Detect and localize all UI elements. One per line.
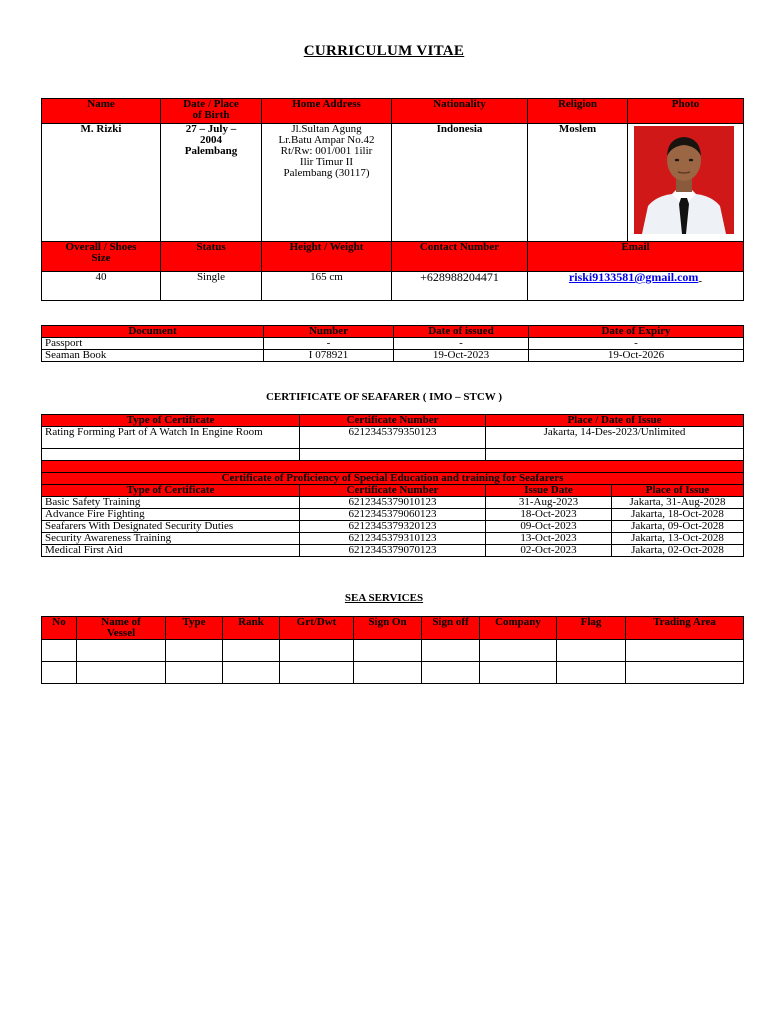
sea-cell [280,640,354,662]
prof-cell: Jakarta, 18-Oct-2028 [612,509,744,521]
prof-cell: Basic Safety Training [42,497,300,509]
prof-cell: 13-Oct-2023 [486,533,612,545]
dob-line: Palembang [184,145,238,157]
sea-cell [480,662,557,684]
sea-cell [354,662,422,684]
header-religion: Religion [528,99,628,124]
profile-photo [634,126,734,234]
dob-line: 27 – July – [185,123,237,135]
person-photo-icon [634,126,734,234]
dob-value [161,124,262,242]
sea-cell [223,640,280,662]
name-value: M. Rizki [42,124,161,242]
prof-cell: 09-Oct-2023 [486,521,612,533]
prof-cell: Jakarta, 02-Oct-2028 [612,545,744,557]
prof-cell: Jakarta, 09-Oct-2028 [612,521,744,533]
header-email: Email [528,242,744,272]
header-contact: Contact Number [392,242,528,272]
address-line: Palembang (30117) [283,167,370,179]
header-size: Overall / Shoes Size [42,242,161,272]
prof-header: Type of Certificate [42,485,300,497]
sea-cell [354,640,422,662]
cert-header: Type of Certificate [42,415,300,427]
cert-cell: Jakarta, 14-Des-2023/Unlimited [486,427,744,449]
header-name: Name [42,99,161,124]
cert-cell: Rating Forming Part of A Watch In Engine Room [42,427,300,449]
cert-header: Place / Date of Issue [486,415,744,427]
prof-cell: 6212345379060123 [300,509,486,521]
prof-cell: Jakarta, 13-Oct-2028 [612,533,744,545]
header-height: Height / Weight [262,242,392,272]
size-value: 40 [42,272,161,301]
doc-cell: 19-Oct-2023 [394,350,529,362]
religion-value: Moslem [528,124,628,242]
prof-header: Certificate Number [300,485,486,497]
doc-cell: - [264,338,394,350]
address-line: Rt/Rw: 001/001 1ilir [280,145,373,157]
header-dob: Date / Place of Birth [161,99,262,124]
sea-cell [77,662,166,684]
sea-cell [422,662,480,684]
nationality-value: Indonesia [392,124,528,242]
sea-cell [42,640,77,662]
sea-cell [42,662,77,684]
doc-header: Date of issued [394,326,529,338]
sea-cell [422,640,480,662]
cert-section-title: CERTIFICATE OF SEAFARER ( IMO – STCW ) [265,391,503,403]
sea-cell [557,640,626,662]
cert-cell: 6212345379350123 [300,427,486,449]
prof-cell: 02-Oct-2023 [486,545,612,557]
doc-cell: - [529,338,744,350]
address-line: Lr.Batu Ampar No.42 [278,134,375,146]
sea-header: Flag [557,617,626,640]
doc-header: Document [42,326,264,338]
sea-header: Trading Area [626,617,744,640]
documents-table [41,325,744,362]
sea-cell [280,662,354,684]
sea-services-table [41,616,744,684]
sea-header: Grt/Dwt [280,617,354,640]
prof-header: Place of Issue [612,485,744,497]
header-nationality: Nationality [392,99,528,124]
height-value: 165 cm [262,272,392,301]
address-line: Ilir Timur II [299,156,354,168]
sea-cell [626,662,744,684]
sea-header: Sign On [354,617,422,640]
contact-value: +628988204471 [392,272,528,301]
sea-cell [166,662,223,684]
header-status: Status [161,242,262,272]
prof-cell: Medical First Aid [42,545,300,557]
table-row [42,662,744,684]
personal-info-table [41,98,744,301]
status-value: Single [161,272,262,301]
doc-cell: Passport [42,338,264,350]
proficiency-title: Certificate of Proficiency of Special Education and training for Seafarers [42,473,744,485]
prof-cell: 31-Aug-2023 [486,497,612,509]
photo-cell [628,124,744,242]
doc-cell: 19-Oct-2026 [529,350,744,362]
prof-cell: 6212345379070123 [300,545,486,557]
proficiency-spacer [42,461,744,473]
table-row [42,640,744,662]
cert-header: Certificate Number [300,415,486,427]
prof-cell: 6212345379320123 [300,521,486,533]
cert-empty-cell [300,449,486,461]
sea-cell [480,640,557,662]
address-line: Jl.Sultan Agung [291,123,362,135]
sea-header: Type [166,617,223,640]
sea-header: Rank [223,617,280,640]
prof-cell: Advance Fire Fighting [42,509,300,521]
sea-cell [166,640,223,662]
header-photo: Photo [628,99,744,124]
prof-cell: 18-Oct-2023 [486,509,612,521]
prof-cell: 6212345379010123 [300,497,486,509]
sea-section-title: SEA SERVICES [344,592,424,604]
prof-cell: Seafarers With Designated Security Duties [42,521,300,533]
email-cell [528,272,744,301]
sea-header: No [42,617,77,640]
dob-line: 2004 [200,134,222,146]
address-value [262,124,392,242]
sea-cell [626,640,744,662]
prof-header: Issue Date [486,485,612,497]
sea-cell [223,662,280,684]
prof-cell: Jakarta, 31-Aug-2028 [612,497,744,509]
sea-cell [77,640,166,662]
doc-header: Date of Expiry [529,326,744,338]
cert-empty-cell [42,449,300,461]
email-suffix: - [698,275,703,287]
doc-header: Number [264,326,394,338]
prof-cell: Security Awareness Training [42,533,300,545]
sea-header: Company [480,617,557,640]
email-link[interactable]: riski9133581@gmail.com [568,270,699,284]
header-address: Home Address [262,99,392,124]
cert-empty-cell [486,449,744,461]
doc-cell: Seaman Book [42,350,264,362]
doc-cell: I 078921 [264,350,394,362]
page-title: CURRICULUM VITAE [303,43,465,59]
prof-cell: 6212345379310123 [300,533,486,545]
sea-cell [557,662,626,684]
certificate-table [41,414,744,557]
sea-header: Sign off [422,617,480,640]
sea-header: Name of Vessel [77,617,166,640]
doc-cell: - [394,338,529,350]
